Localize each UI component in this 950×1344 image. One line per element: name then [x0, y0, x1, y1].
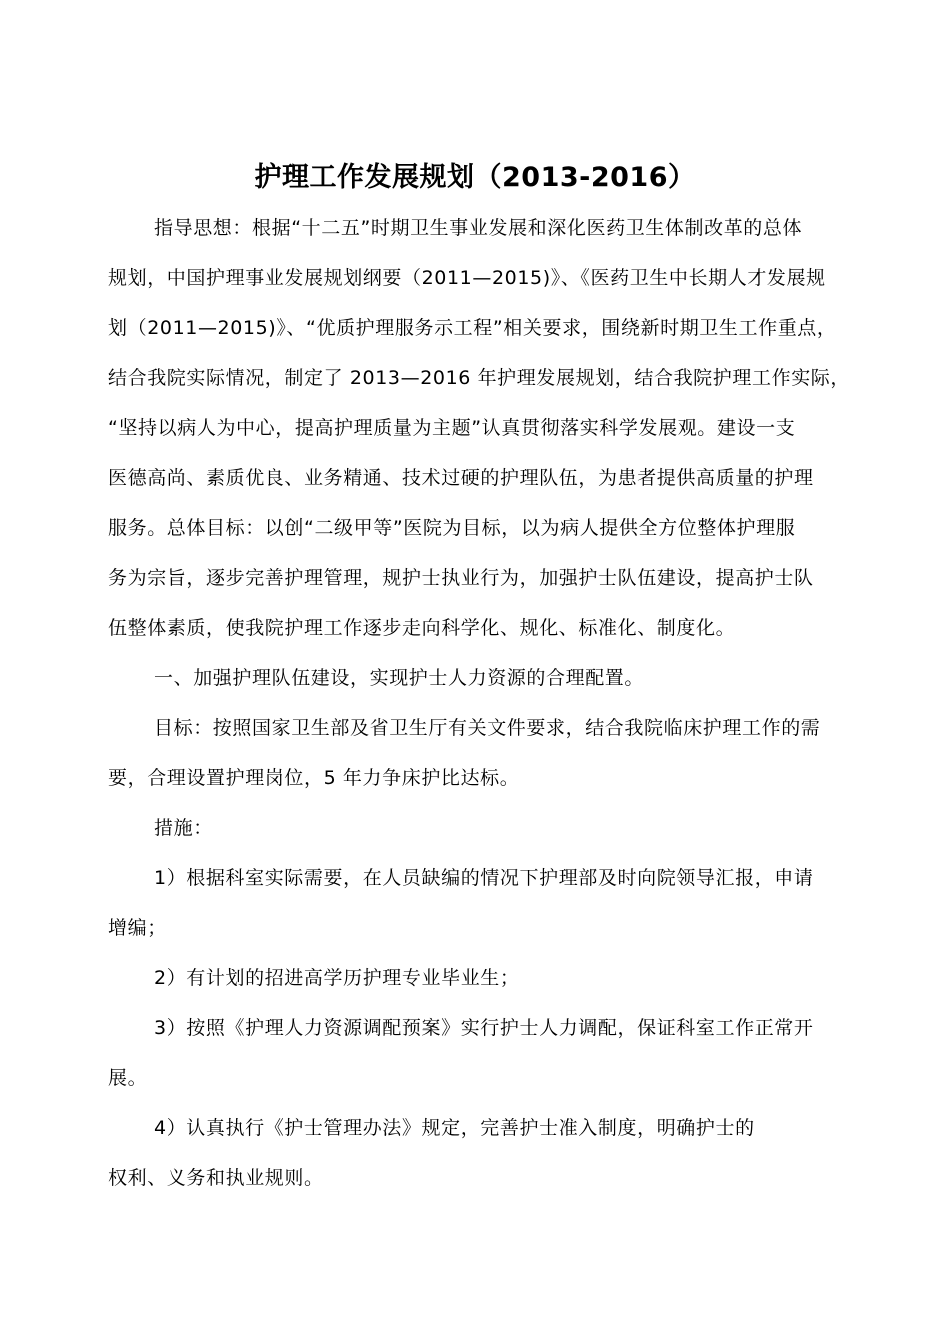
paragraph-line: 要，合理设置护理岗位，5 年力争床护比达标。: [108, 767, 520, 789]
paragraph-line: “坚持以病人为中心，提高护理质量为主题”认真贯彻落实科学发展观。建设一支: [108, 417, 796, 439]
measure-item-1: [108, 853, 853, 953]
paragraph-line: 权利、义务和执业规则。: [108, 1167, 324, 1189]
paragraph-line: 措施：: [154, 817, 213, 839]
paragraph-guiding-ideology: [108, 203, 853, 653]
paragraph-line: 伍整体素质，使我院护理工作逐步走向科学化、规化、标准化、制度化。: [108, 617, 736, 639]
measure-item-3: [108, 1003, 853, 1103]
paragraph-line: 指导思想：根据“十二五”时期卫生事业发展和深化医药卫生体制改革的总体: [154, 217, 803, 239]
section-heading-staffing: [108, 653, 853, 703]
paragraph-line: 务为宗旨，逐步完善护理管理，规护士执业行为，加强护士队伍建设，提高护士队: [108, 567, 814, 589]
paragraph-line: 4）认真执行《护士管理办法》规定，完善护士准入制度，明确护士的: [154, 1117, 755, 1139]
paragraph-line: 规划，中国护理事业发展规划纲要（2011—2015)》、《医药卫生中长期人才发展规: [108, 267, 826, 289]
paragraph-line: 2）有计划的招进高学历护理专业毕业生；: [154, 967, 520, 989]
paragraph-line: 3）按照《护理人力资源调配预案》实行护士人力调配，保证科室工作正常开: [154, 1017, 814, 1039]
paragraph-line: 1）根据科室实际需要，在人员缺编的情况下护理部及时向院领导汇报，申请: [154, 867, 814, 889]
measures-label: [108, 803, 853, 853]
paragraph-line: 展。: [108, 1067, 148, 1089]
measure-item-4: [108, 1103, 853, 1203]
document-title: 护理工作发展规划（2013-2016）: [254, 162, 696, 193]
paragraph-line: 结合我院实际情况，制定了 2013—2016 年护理发展规划，结合我院护理工作实际，: [108, 367, 850, 389]
paragraph-line: 医德高尚、素质优良、业务精通、技术过硬的护理队伍，为患者提供高质量的护理: [108, 467, 814, 489]
paragraph-line: 目标：按照国家卫生部及省卫生厅有关文件要求，结合我院临床护理工作的需: [154, 717, 821, 739]
paragraph-goal: [108, 703, 853, 803]
paragraph-line: 服务。总体目标：以创“二级甲等”医院为目标，以为病人提供全方位整体护理服: [108, 517, 796, 539]
paragraph-line: 划（2011—2015)》、“优质护理服务示工程”相关要求，围绕新时期卫生工作重点，: [108, 317, 837, 339]
paragraph-line: 增编；: [108, 917, 167, 939]
section-heading-line: 一、加强护理队伍建设，实现护士人力资源的合理配置。: [154, 667, 645, 689]
measure-item-2: [108, 953, 853, 1003]
